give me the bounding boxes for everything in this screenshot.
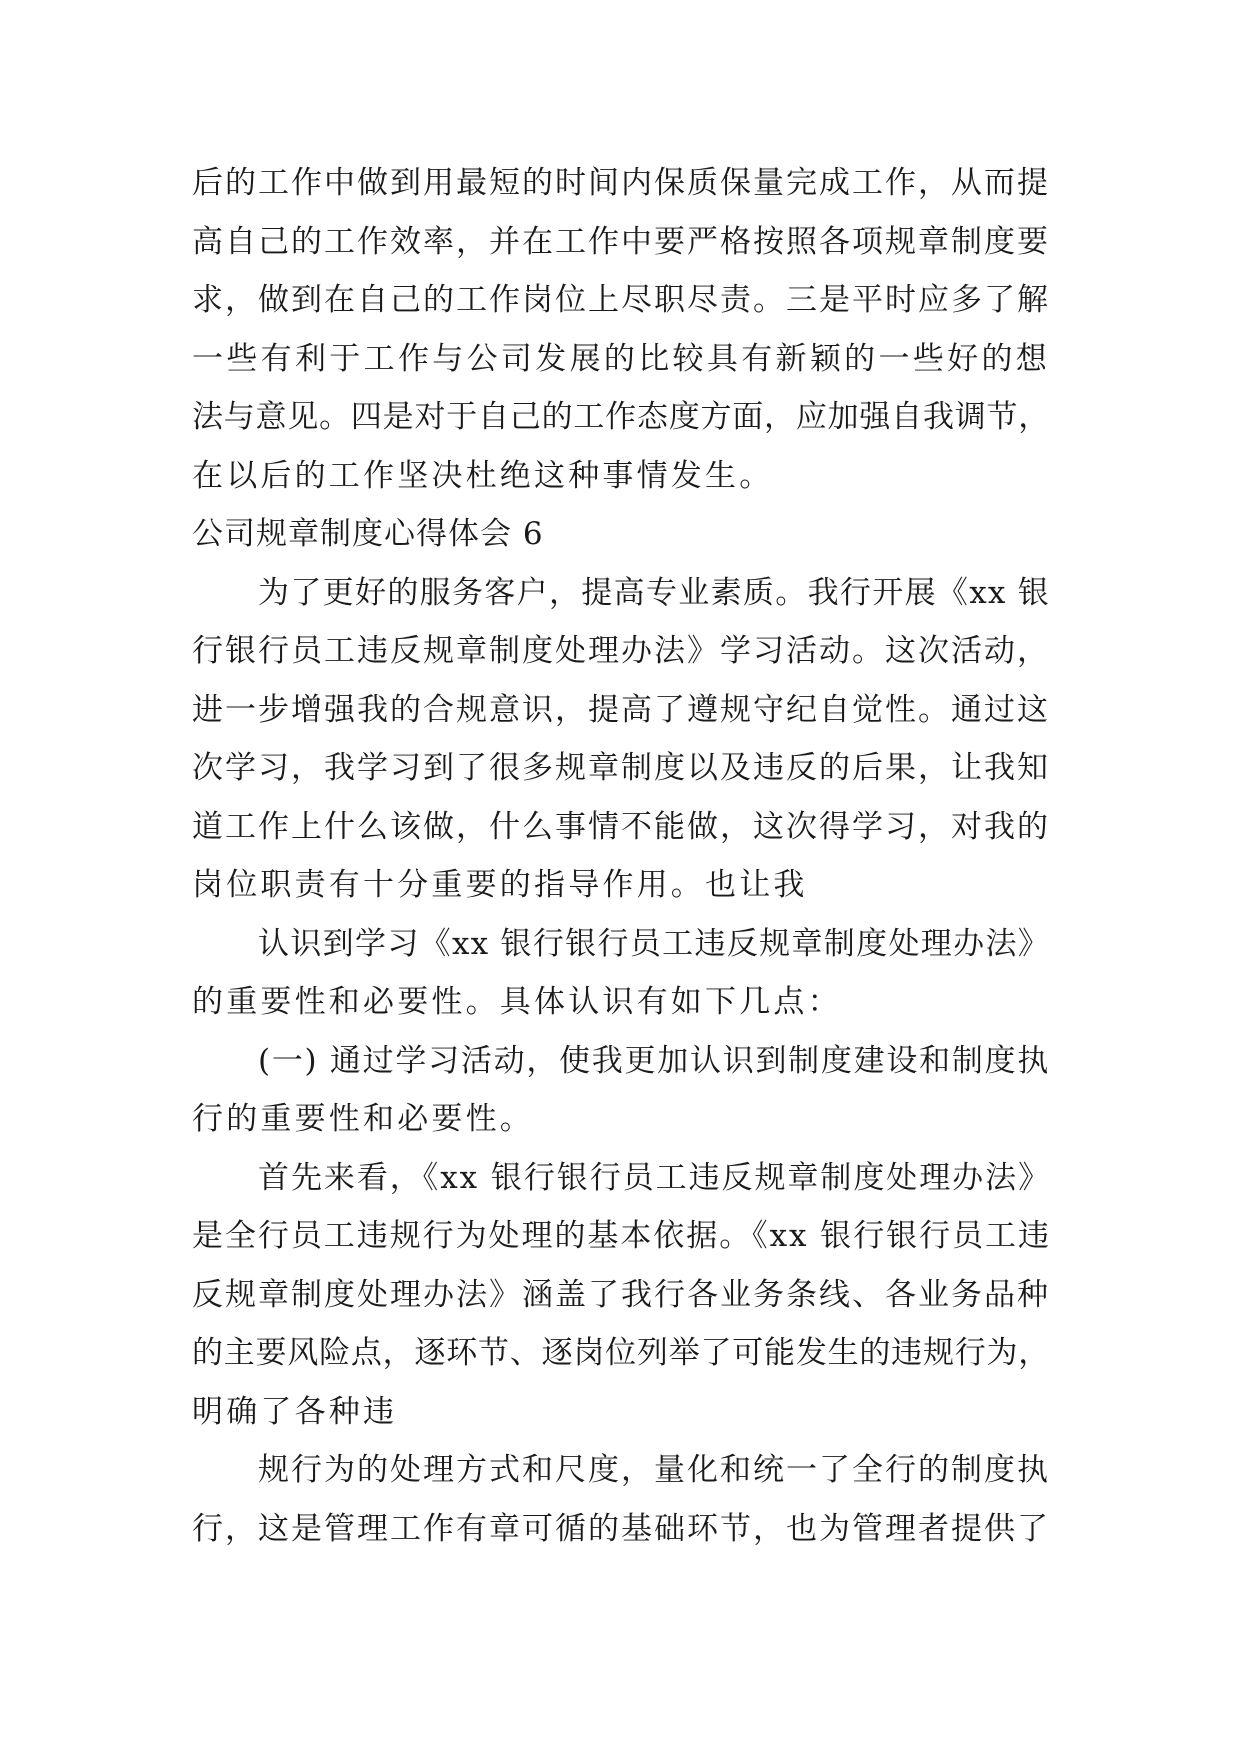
- text-line: 岗位职责有十分重要的指导作用。也让我: [192, 867, 808, 903]
- text-line: 行，这是管理工作有章可循的基础环节，也为管理者提供了: [192, 1510, 1050, 1547]
- paragraph: [192, 1441, 1050, 1558]
- text-line: 行银行员工违反规章制度处理办法》学习活动。这次活动，: [192, 633, 1050, 669]
- text-line: (一) 通过学习活动，使我更加认识到制度建设和制度执: [258, 1042, 1050, 1079]
- text-line: 一些有利于工作与公司发展的比较具有新颖的一些好的想: [192, 340, 1050, 377]
- text-line: 认识到学习《xx 银行银行员工违反规章制度处理办法》: [258, 925, 1050, 962]
- paragraph: [192, 564, 1050, 915]
- text-line: 是全行员工违规行为处理的基本依据。《xx 银行银行员工违: [192, 1218, 1051, 1254]
- text-line: 明确了各种违: [192, 1393, 398, 1430]
- text-line: 规行为的处理方式和尺度，量化和统一了全行的制度执: [258, 1452, 1050, 1488]
- text-line: 进一步增强我的合规意识，提高了遵规守纪自觉性。通过这: [192, 691, 1050, 728]
- document-body: [192, 154, 1050, 1558]
- text-line: 高自己的工作效率，并在工作中要严格按照各项规章制度要: [192, 223, 1050, 260]
- text-line: 求，做到在自己的工作岗位上尽职尽责。三是平时应多了解: [192, 282, 1050, 318]
- paragraph: [192, 154, 1050, 505]
- paragraph: [192, 915, 1050, 1032]
- text-line: 次学习，我学习到了很多规章制度以及违反的后果，让我知: [192, 750, 1050, 786]
- text-line: 为了更好的服务客户，提高专业素质。我行开展《xx 银: [258, 574, 1050, 611]
- paragraph: [192, 1149, 1050, 1442]
- text-line: 行的重要性和必要性。: [192, 1101, 534, 1137]
- text-line: 反规章制度处理办法》涵盖了我行各业务条线、各业务品种: [192, 1276, 1050, 1313]
- text-line: 后的工作中做到用最短的时间内保质保量完成工作，从而提: [192, 165, 1050, 201]
- section-heading: 公司规章制度心得体会 6: [192, 516, 544, 552]
- text-line: 法与意见。四是对于自己的工作态度方面，应加强自我调节，: [192, 399, 1050, 435]
- text-line: 的主要风险点，逐环节、逐岗位列举了可能发生的违规行为，: [192, 1335, 1050, 1371]
- text-line: 道工作上什么该做，什么事情不能做，这次得学习，对我的: [192, 808, 1050, 845]
- text-line: 首先来看，《xx 银行银行员工违反规章制度处理办法》: [258, 1159, 1052, 1196]
- text-line: 的重要性和必要性。具体认识有如下几点：: [192, 984, 842, 1020]
- text-line: 在以后的工作坚决杜绝这种事情发生。: [192, 457, 774, 494]
- paragraph: [192, 1032, 1050, 1149]
